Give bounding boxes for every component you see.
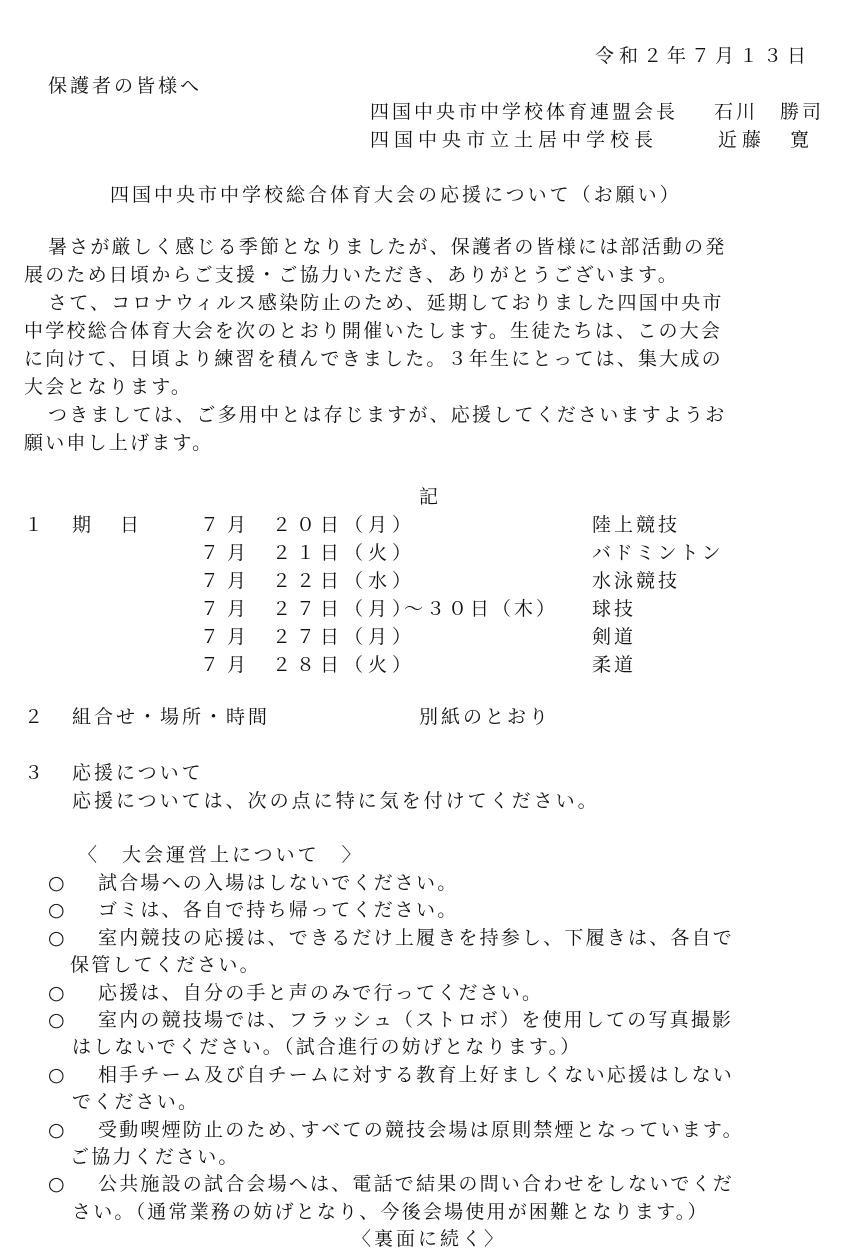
addressee: 保護者の皆様へ bbox=[48, 75, 203, 97]
ki-heading: 記 bbox=[419, 486, 439, 508]
schedule-day: ２０日（月） bbox=[272, 514, 417, 536]
bullet-circle-icon: ○ bbox=[48, 981, 65, 1004]
section2-number: ２ bbox=[24, 706, 44, 728]
bullet-circle-icon: ○ bbox=[48, 1118, 65, 1141]
sender2-organization: 四国中央市立土居中学校長 bbox=[370, 129, 659, 151]
body-line: 大会となります。 bbox=[24, 376, 193, 398]
schedule-event: 柔道 bbox=[592, 654, 637, 676]
schedule-event: 球技 bbox=[592, 598, 637, 620]
document-title: 四国中央市中学校総合体育大会の応援について（お願い） bbox=[110, 184, 682, 206]
rule-text: 公共施設の試合会場へは、電話で結果の問い合わせをしないでくだ bbox=[98, 1173, 735, 1196]
continued-on-back: 〈裏面に続く〉 bbox=[352, 1228, 507, 1250]
rule-text: 相手チーム及び自チームに対する教育上好ましくない応援はしない bbox=[98, 1063, 735, 1086]
rule-text: 室内競技の応援は、できるだけ上履きを持参し、下履きは、各自で bbox=[98, 926, 735, 949]
bullet-circle-icon: ○ bbox=[48, 899, 65, 922]
rule-text: 室内の競技場では、フラッシュ（ストロボ）を使用しての写真撮影 bbox=[98, 1009, 734, 1031]
body-line: 展のため日頃からご支援・ご協力いただき、ありがとうございます。 bbox=[24, 264, 679, 286]
schedule-day: ２２日（水） bbox=[272, 570, 417, 592]
schedule-day: ２１日（火） bbox=[272, 542, 417, 564]
schedule-day: ２８日（火） bbox=[272, 654, 417, 676]
schedule-month: ７月 bbox=[200, 542, 255, 564]
body-line: 暑さが厳しく感じる季節となりましたが、保護者の皆様には部活動の発 bbox=[48, 236, 727, 258]
bullet-circle-icon: ○ bbox=[48, 926, 65, 949]
schedule-range: ～３０日（木） bbox=[404, 598, 559, 620]
section3-intro: 応援については、次の点に特に気を付けてください。 bbox=[72, 790, 600, 812]
body-line: つきましては、ご多用中とは存じますが、応援してくださいますようお bbox=[48, 404, 727, 426]
rule-text-continued: さい。（通常業務の妨げとなり、今後会場使用が困難となります。） bbox=[72, 1200, 709, 1223]
body-line: 願い申し上げます。 bbox=[24, 432, 214, 454]
letter-date: 令和２年７月１３日 bbox=[595, 45, 812, 67]
schedule-month: ７月 bbox=[200, 598, 255, 620]
section2-label: 組合せ・場所・時間 bbox=[72, 706, 271, 728]
bullet-circle-icon: ○ bbox=[48, 1063, 65, 1086]
section1-number: １ bbox=[24, 514, 44, 536]
body-line: に向けて、日頃より練習を積んできました。３年生にとっては、集大成の bbox=[24, 348, 723, 370]
section3-label: 応援について bbox=[72, 762, 204, 784]
bullet-circle-icon: ○ bbox=[48, 1173, 65, 1196]
schedule-day: ２７日（月） bbox=[272, 598, 417, 620]
sender2-name: 近藤 寛 bbox=[718, 129, 815, 151]
sender1-organization: 四国中央市中学校体育連盟会長 bbox=[370, 101, 679, 123]
rule-text: 受動喫煙防止のため､すべての競技会場は原則禁煙となっています。 bbox=[98, 1118, 744, 1141]
section3-subheading: 〈 大会運営上について 〉 bbox=[78, 844, 364, 866]
section1-label: 期 日 bbox=[72, 514, 145, 536]
rule-text: 試合場への入場はしないでください。 bbox=[98, 872, 459, 894]
section2-value: 別紙のとおり bbox=[419, 706, 552, 728]
section3-number: ３ bbox=[24, 762, 44, 784]
schedule-month: ７月 bbox=[200, 654, 255, 676]
schedule-day: ２７日（月） bbox=[272, 626, 417, 648]
sender1-name: 石川 勝司 bbox=[714, 101, 825, 123]
bullet-circle-icon: ○ bbox=[48, 1009, 65, 1031]
schedule-event: 剣道 bbox=[592, 626, 637, 648]
schedule-month: ７月 bbox=[200, 570, 255, 592]
schedule-month: ７月 bbox=[200, 626, 255, 648]
body-line: さて、コロナウィルス感染防止のため、延期しておりました四国中央市 bbox=[48, 292, 724, 314]
schedule-event: バドミントン bbox=[592, 542, 724, 564]
body-line: 中学校総合体育大会を次のとおり開催いたします。生徒たちは、この大会 bbox=[24, 320, 723, 342]
rule-text-continued: はしないでください。（試合進行の妨げとなります。） bbox=[72, 1036, 582, 1059]
bullet-circle-icon: ○ bbox=[48, 872, 65, 894]
rule-text-continued: ご協力ください。 bbox=[70, 1146, 240, 1168]
rule-text: 応援は、自分の手と声のみで行ってください。 bbox=[98, 981, 544, 1004]
schedule-event: 水泳競技 bbox=[592, 570, 681, 592]
schedule-event: 陸上競技 bbox=[592, 514, 681, 536]
rule-text: ゴミは、各自で持ち帰ってください。 bbox=[98, 899, 459, 922]
rule-text-continued: 保管してください。 bbox=[70, 954, 261, 977]
rule-text-continued: でください。 bbox=[72, 1091, 200, 1114]
schedule-month: ７月 bbox=[200, 514, 255, 536]
